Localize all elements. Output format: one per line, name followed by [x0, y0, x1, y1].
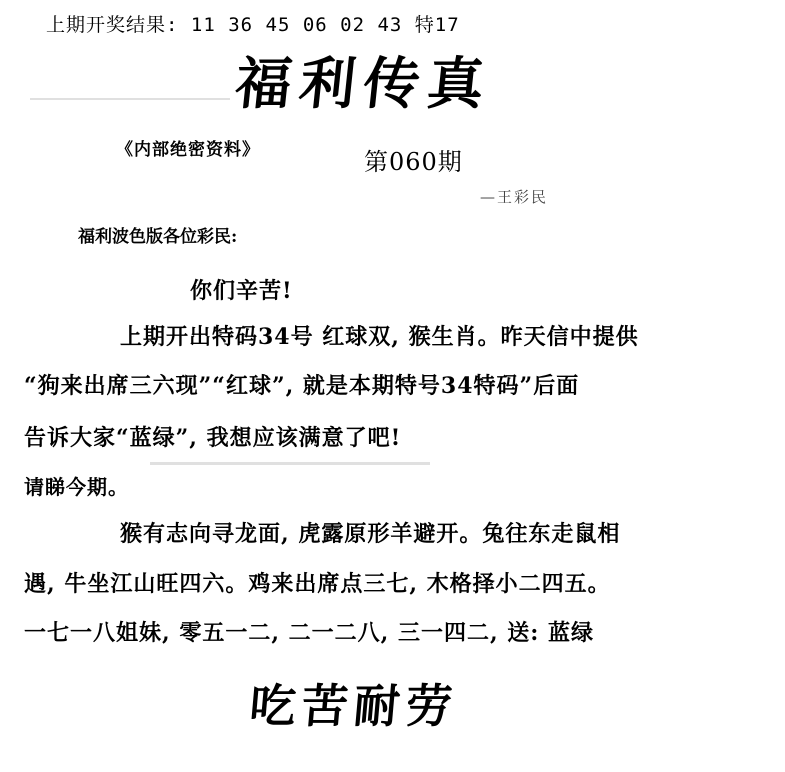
subtitle: 《内部绝密资料》	[116, 140, 260, 160]
page-title: 福利传真	[232, 51, 496, 117]
body-line-5: 请睇今期。	[24, 475, 129, 499]
body-line-8: 一七一八姐妹, 零五一二, 二一二八, 三一四二, 送: 蓝绿	[24, 620, 595, 646]
last-draw-results: 上期开奖结果: 11 36 45 06 02 43 特17	[46, 14, 460, 36]
faint-signature: —王彩民	[480, 188, 549, 206]
body-line-4: 告诉大家“蓝绿”, 我想应该满意了吧!	[24, 425, 402, 451]
scan-smudge	[150, 462, 430, 465]
body-line-6: 猴有志向寻龙面, 虎露原形羊避开。兔往东走鼠相	[120, 521, 621, 547]
issue-number: 第060期	[364, 148, 463, 176]
scan-smudge	[30, 98, 230, 100]
body-line-7: 遇, 牛坐江山旺四六。鸡来出席点三七, 木格择小二四五。	[24, 571, 611, 597]
footer-motto: 吃苦耐劳	[247, 679, 461, 733]
body-line-2: 上期开出特码34号 红球双, 猴生肖。昨天信中提供	[120, 324, 639, 350]
body-line-1: 你们辛苦!	[190, 278, 293, 304]
body-line-3: “狗来出席三六现”“红球”, 就是本期特号34特码”后面	[24, 373, 580, 399]
greeting: 福利波色版各位彩民:	[78, 227, 238, 247]
